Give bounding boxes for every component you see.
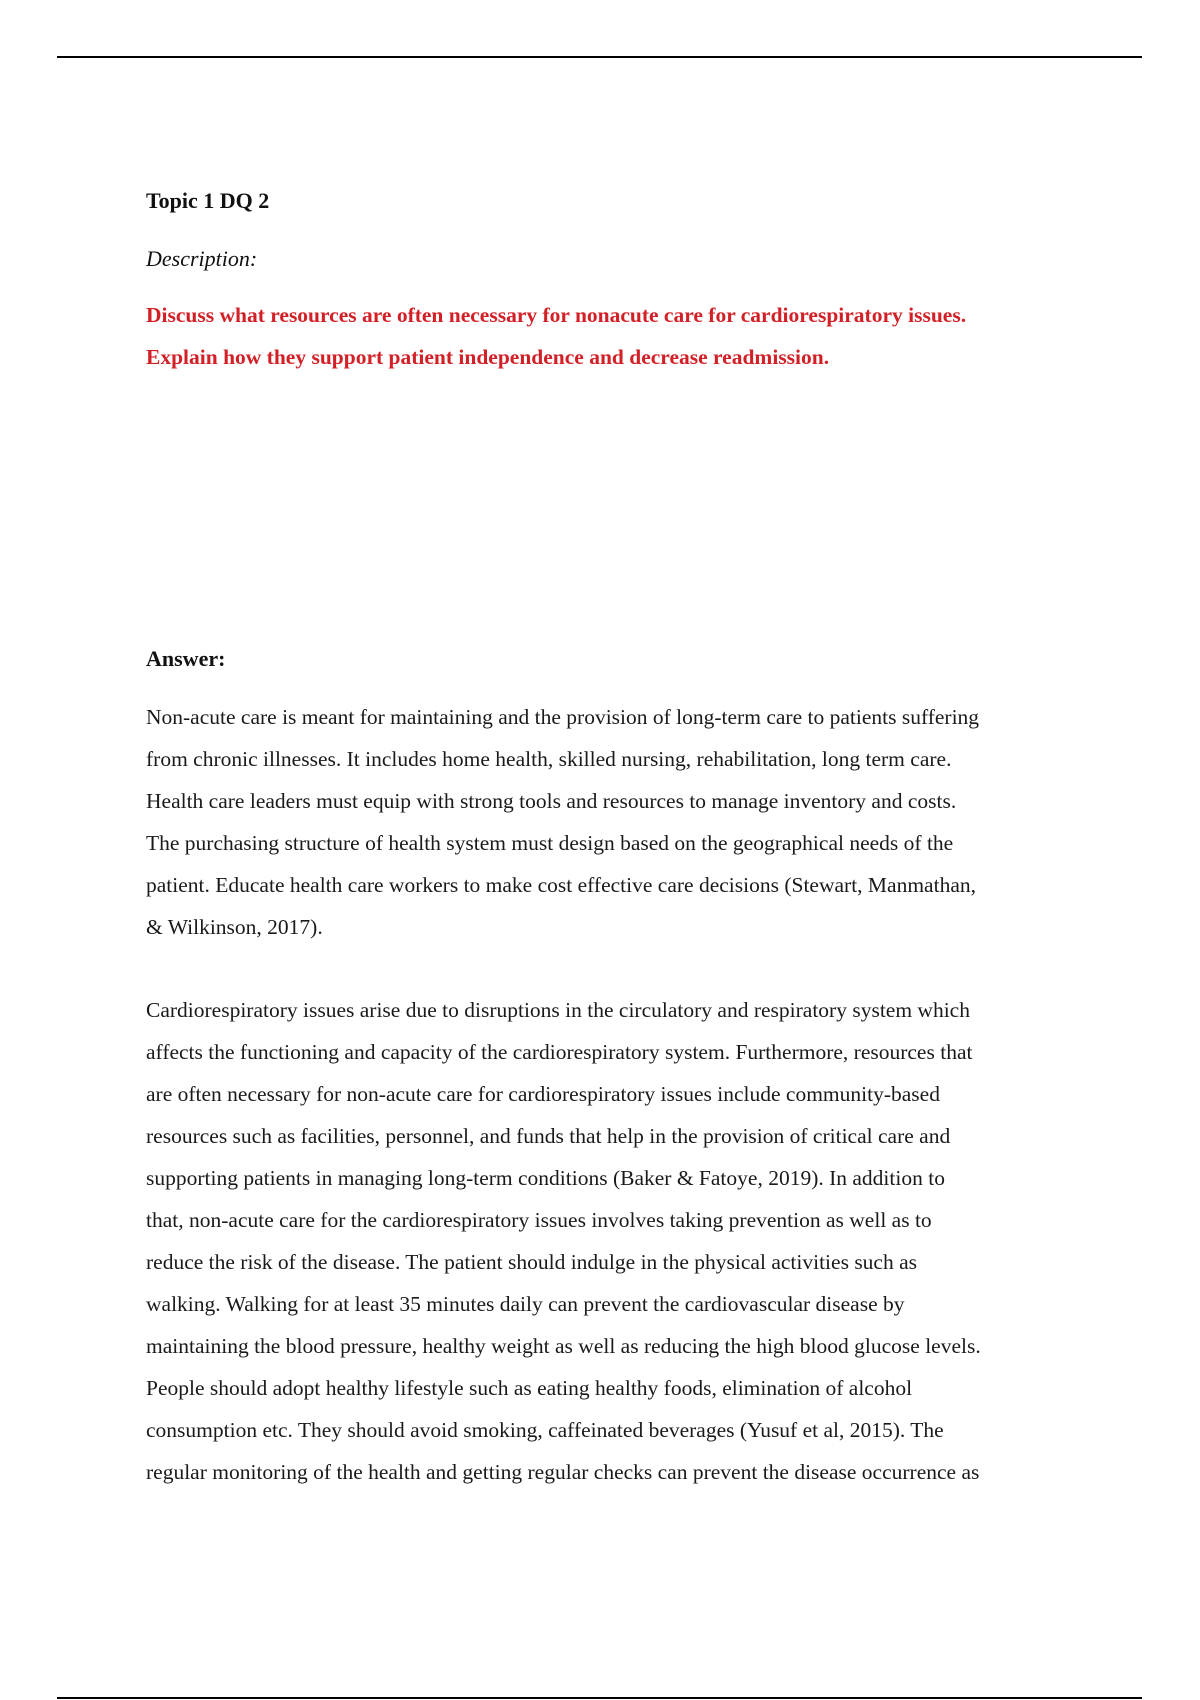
topic-title: Topic 1 DQ 2 (146, 188, 270, 213)
paragraph-line: are often necessary for non-acute care for cardiorespiratory issues include community-based (146, 1082, 940, 1106)
paragraph-line: regular monitoring of the health and getting regular checks can prevent the disease occurrence as (146, 1460, 980, 1484)
paragraph-line: The purchasing structure of health system must design based on the geographical needs of the (146, 831, 954, 855)
paragraph-line: & Wilkinson, 2017). (146, 915, 323, 939)
paragraph-line: that, non-acute care for the cardiorespiratory issues involves taking prevention as well as to (146, 1208, 932, 1232)
paragraph-line: Cardiorespiratory issues arise due to disruptions in the circulatory and respiratory system which (146, 998, 970, 1022)
paragraph-line: resources such as facilities, personnel, and funds that help in the provision of critical care and (146, 1124, 951, 1148)
answer-label: Answer: (146, 646, 226, 671)
paragraph-line: consumption etc. They should avoid smoking, caffeinated beverages (Yusuf et al, 2015). The (146, 1418, 944, 1442)
paragraph-line: maintaining the blood pressure, healthy weight as well as reducing the high blood glucose levels. (146, 1334, 981, 1358)
answer-paragraph-2 (146, 989, 1096, 1493)
paragraph-line: reduce the risk of the disease. The patient should indulge in the physical activities such as (146, 1250, 918, 1274)
top-rule (57, 56, 1142, 58)
paragraph-line: patient. Educate health care workers to make cost effective care decisions (Stewart, Manmathan, (146, 873, 976, 897)
paragraph-line: walking. Walking for at least 35 minutes daily can prevent the cardiovascular disease by (146, 1292, 905, 1316)
paragraph-line: Non-acute care is meant for maintaining and the provision of long-term care to patients suffering (146, 705, 980, 729)
bottom-rule (57, 1697, 1142, 1699)
description-label: Description: (146, 246, 258, 271)
answer-paragraph-1 (146, 696, 1096, 948)
prompt-line: Explain how they support patient independence and decrease readmission. (146, 345, 830, 369)
paragraph-line: Health care leaders must equip with strong tools and resources to manage inventory and costs. (146, 789, 957, 813)
question-section (146, 186, 1096, 378)
prompt-line: Discuss what resources are often necessary for nonacute care for cardiorespiratory issues. (146, 303, 967, 327)
paragraph-line: People should adopt healthy lifestyle such as eating healthy foods, elimination of alcohol (146, 1376, 913, 1400)
paragraph-line: supporting patients in managing long-term conditions (Baker & Fatoye, 2019). In addition to (146, 1166, 945, 1190)
paragraph-line: from chronic illnesses. It includes home health, skilled nursing, rehabilitation, long term care. (146, 747, 952, 771)
discussion-prompt (146, 294, 1096, 378)
paragraph-line: affects the functioning and capacity of the cardiorespiratory system. Furthermore, resources that (146, 1040, 973, 1064)
